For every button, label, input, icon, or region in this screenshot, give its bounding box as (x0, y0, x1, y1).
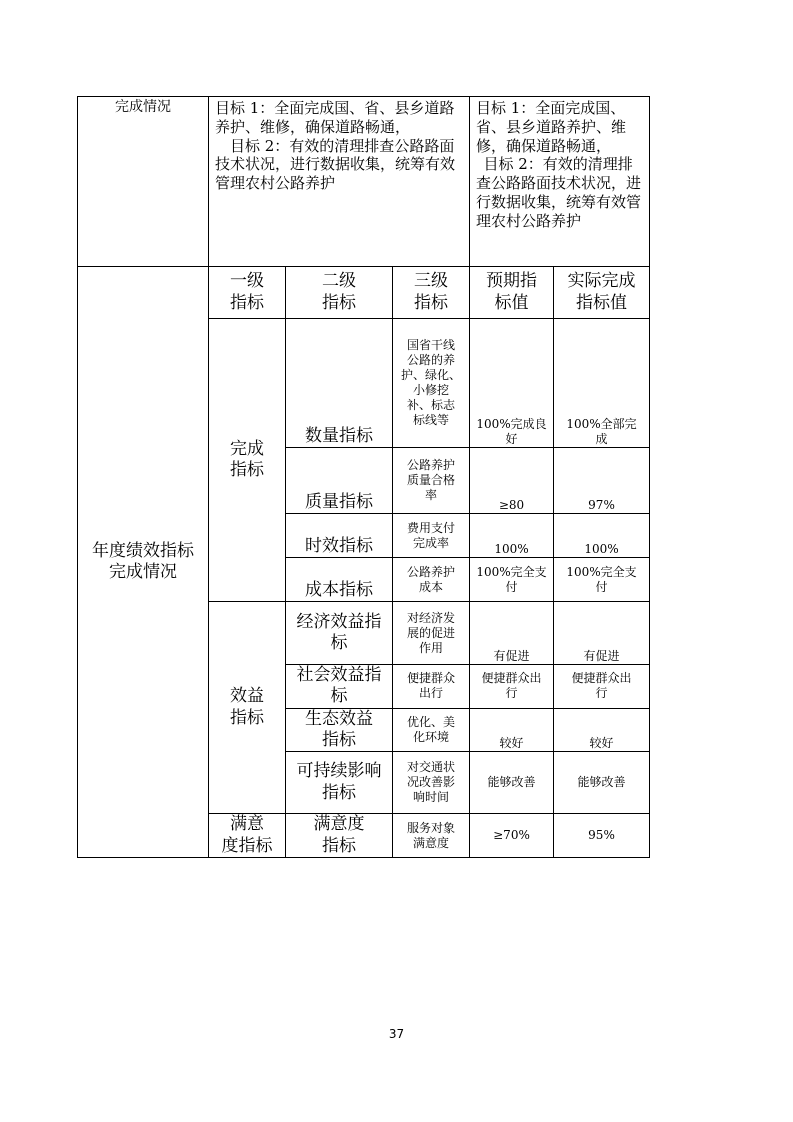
actual-cell: 较好 (554, 708, 650, 752)
level2-cell: 质量指标 (286, 448, 393, 514)
goal-planned-1: 目标 1：全面完成国、省、县乡道路养护、维修，确保道路畅通， (215, 99, 455, 136)
goal-planned-2: 目标 2：有效的清理排查公路路面技术状况，进行数据收集，统筹有效管理农村公路养护 (215, 136, 456, 192)
expected-cell: 100%完成良 好 (470, 319, 554, 448)
level3-cell: 公路养护 成本 (393, 558, 470, 602)
level2-cell: 经济效益指 标 (286, 602, 393, 665)
level2-cell: 可持续影响 指标 (286, 752, 393, 814)
expected-cell: 100% (470, 514, 554, 558)
header-actual: 实际完成 指标值 (554, 267, 650, 319)
level3-cell: 优化、美 化环境 (393, 708, 470, 752)
header-row (78, 267, 650, 319)
level2-cell: 满意度 指标 (286, 814, 393, 858)
performance-table (77, 96, 650, 858)
actual-cell: 100% (554, 514, 650, 558)
header-level3: 三级 指标 (393, 267, 470, 319)
level3-cell: 服务对象 满意度 (393, 814, 470, 858)
goal-row (78, 97, 650, 267)
actual-cell: 有促进 (554, 602, 650, 665)
level2-cell: 数量指标 (286, 319, 393, 448)
expected-cell: 便捷群众出 行 (470, 665, 554, 709)
level3-cell: 费用支付 完成率 (393, 514, 470, 558)
expected-cell: 能够改善 (470, 752, 554, 814)
expected-cell: 100%完全支 付 (470, 558, 554, 602)
expected-cell: 较好 (470, 708, 554, 752)
actual-cell: 便捷群众出 行 (554, 665, 650, 709)
goal-actual-1: 目标 1：全面完成国、省、县乡道路养护、维修，确保道路畅通， (476, 99, 627, 155)
level2-cell: 时效指标 (286, 514, 393, 558)
level3-cell: 便捷群众 出行 (393, 665, 470, 709)
goal-actual-2: 目标 2：有效的清理排查公路路面技术状况，进行数据收集，统筹有效管理农村公路养护 (476, 155, 642, 230)
level2-cell: 成本指标 (286, 558, 393, 602)
completion-label: 完成情况 (78, 97, 209, 267)
goals-planned-cell (209, 97, 470, 267)
level2-cell: 社会效益指 标 (286, 665, 393, 709)
header-expected: 预期指 标值 (470, 267, 554, 319)
section-label: 年度绩效指标 完成情况 (78, 267, 209, 858)
goals-actual-cell (470, 97, 650, 267)
group-label-satisfaction: 满意 度指标 (209, 814, 286, 858)
actual-cell: 100%全部完 成 (554, 319, 650, 448)
level3-cell: 公路养护 质量合格 率 (393, 448, 470, 514)
header-level1: 一级 指标 (209, 267, 286, 319)
group-label-benefit: 效益 指标 (209, 602, 286, 814)
header-level2: 二级 指标 (286, 267, 393, 319)
level3-cell: 国省干线 公路的养 护、绿化、 小修挖 补、标志 标线等 (393, 319, 470, 448)
level3-cell: 对经济发 展的促进 作用 (393, 602, 470, 665)
actual-cell: 能够改善 (554, 752, 650, 814)
actual-cell: 100%完全支 付 (554, 558, 650, 602)
level2-cell: 生态效益 指标 (286, 708, 393, 752)
actual-cell: 97% (554, 448, 650, 514)
actual-cell: 95% (554, 814, 650, 858)
expected-cell: ≥70% (470, 814, 554, 858)
page-number: 37 (388, 1027, 405, 1041)
expected-cell: 有促进 (470, 602, 554, 665)
expected-cell: ≥80 (470, 448, 554, 514)
group-label-completion: 完成 指标 (209, 319, 286, 602)
level3-cell: 对交通状 况改善影 响时间 (393, 752, 470, 814)
